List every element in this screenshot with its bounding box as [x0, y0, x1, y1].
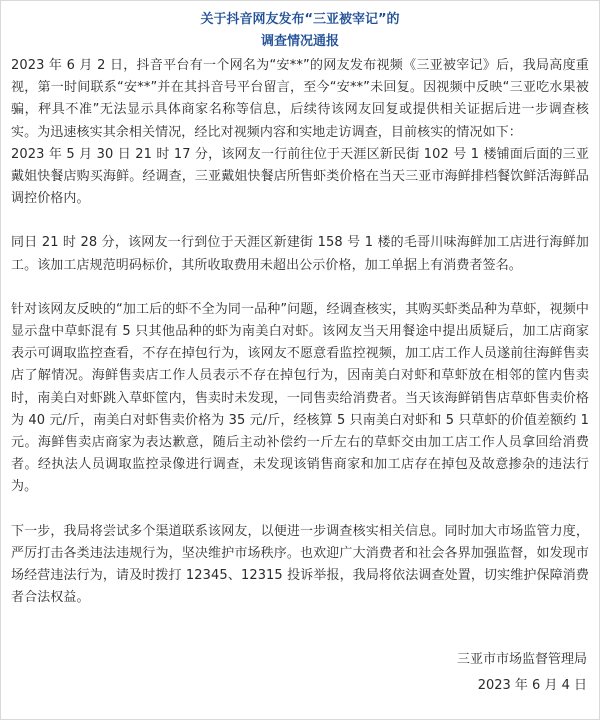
paragraph-gap	[11, 499, 589, 521]
paragraph-next-steps: 下一步，我局将尝试多个渠道联系该网友，以便进一步调查核实相关信息。同时加大市场监管力度，严厉打击各类违法违规行为，坚决维护市场秩序。也欢迎广大消费者和社会各界加强监督，如发现市场经营违法行为，请及时拨打 12345、12315 投诉举报，我局将依法调查处置，切实维护保障消费者合法权益。	[11, 523, 589, 606]
document-title-line2: 调查情况通报	[260, 34, 339, 49]
paragraph-processing: 同日 21 时 28 分，该网友一行到位于天涯区新建街 158 号 1 楼的毛哥川味海鲜加工店进行海鲜加工。该加工店规范明码标价，其所收取费用未超出公示价格，加工单据上有消费者签名。	[11, 235, 589, 273]
paragraph-intro: 2023 年 6 月 2 日，抖音平台有一个网名为“安**”的网友发布视频《三亚被宰记》后，我局高度重视，第一时间联系“安**”并在其抖音号平台留言，至今“安**”未回复。因视频中反映“三亚吃水果被骗，秤具不准”无法显示具体商家名称等信息，后续待该网友回复或提供相关证据后进一步调查核实。为迅速核实其余相关情况，经比对视频内容和实地走访调查，目前核实的情况如下：	[11, 58, 589, 140]
paragraph-gap	[11, 210, 589, 232]
paragraph-gap	[11, 277, 589, 299]
signature-organization: 三亚市市场监督管理局	[456, 652, 587, 667]
signature-date: 2023 年 6 月 4 日	[477, 678, 587, 693]
paragraph-purchase: 2023 年 5 月 30 日 21 时 17 分，该网友一行前往位于天涯区新民街 102 号 1 楼铺面后面的三亚戴姐快餐店购买海鲜。经调查，三亚戴姐快餐店所售虾类价格在当天三亚市海鲜排档餐饮鲜活海鲜品调控价格内。	[11, 146, 589, 207]
paragraph-investigation: 针对该网友反映的“加工后的虾不全为同一品种”问题，经调查核实，其购买虾类品种为草虾，视频中显示盘中草虾混有 5 只其他品种的虾为南美白对虾。该网友当天用餐途中提出质疑后，加工店商家表示可调取监控查看，不存在掉包行为，该网友不愿意看监控视频，加工店工作人员遂前往海鲜售卖店了解情况。海鲜售卖店工作人员表示不存在掉包行为，因南美白对虾和草虾放在相邻的筐内售卖时，南美白对虾跳入草虾筐内，售卖时未发现，一同售卖给消费者。当天该海鲜销售店草虾售卖价格为 40 元/斤，南美白对虾售卖价格为 35 元/斤，经核算 5 只南美白对虾和 5 只草虾的价值差额约 1 元。海鲜售卖店商家为表达歉意，随后主动补偿约一斤左右的草虾交由加工店工作人员拿回给消费者。经执法人员调取监控录像进行调查，未发现该销售商家和加工店存在掉包及故意掺杂的违法行为。	[11, 301, 589, 495]
document-title-line1: 关于抖音网友发布“三亚被宰记”的	[200, 12, 400, 27]
